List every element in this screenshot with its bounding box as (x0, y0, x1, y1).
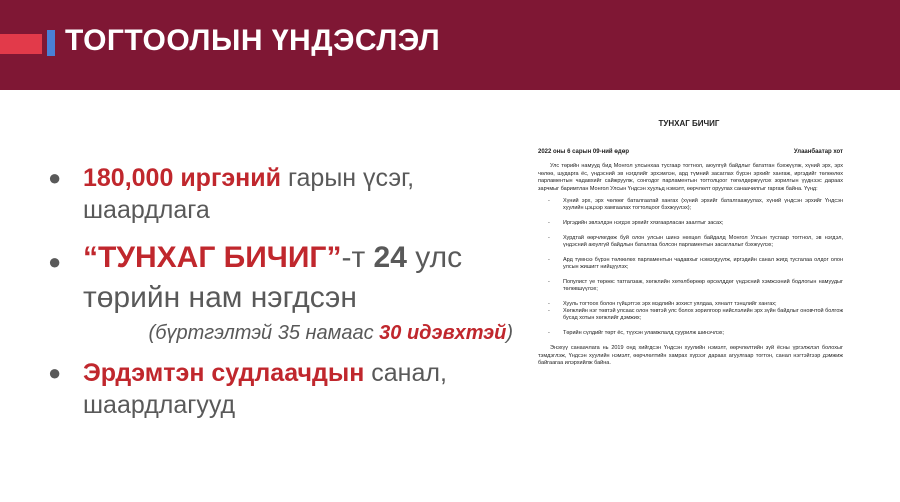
document-item: - Хурдтай өөрчлөгдөж буй олон улсын шинэ нөхцөл байдалд Монгол Улсын тусгаар тогтнол, эв нэгдэл, үндэсний аюулгүй байдлын баталгаа болсон парламентын засаглалыг бэхжүүлэх; (538, 235, 843, 249)
signatures-highlight: 180,000 иргэний (83, 164, 282, 192)
document-item: - Хөгжлийн нэг төвтэй улсаас олон төвтэй улс болох зорилгоор нийслэлийн эрх зүйн байдлыг оновчтой болгож бусад хотын хөгжлийг дэмжих; (538, 308, 843, 322)
document-items (538, 198, 843, 337)
declaration-document (528, 106, 850, 474)
document-item: - Ард түмнээ бүрэн төлөөлөх парламентын чадавхыг нэмэгдүүлж, иргэдийн санал жигд тусгалаа олдог олон улсын жишигт нийцүүлэх; (538, 257, 843, 271)
note-suffix: ) (506, 322, 513, 344)
document-item: - Хууль тогтоох болон гүйцэтгэх эрх мэдлийн зохист уялдаа, хяналт тэнцлийг хангах; (538, 301, 843, 308)
document-place: Улаанбаатар хот (793, 149, 843, 155)
bullet-item-researchers (45, 357, 515, 421)
document-item: - Популист үе төрөөс татгалзаж, хөгжлийн хөтөлбөрөөр өрсөлддөг үндэсний хэмжээний бодлогын намуудыг төлөвшүүлэх; (538, 279, 843, 293)
header-bar (0, 0, 900, 90)
document-item: - Иргэдийн эвлэлдэн нэгдэх эрхийг хязгаарласан заалтыг засах; (538, 220, 843, 227)
bullet-item-signatures (45, 162, 515, 226)
bullet-item-declaration (45, 238, 515, 318)
researchers-text: санал, шаардлагууд (83, 359, 447, 419)
declaration-mid: -т (341, 241, 374, 274)
document-item: - Хүний эрх, эрх чөлөөг баталгаатай хангах (хүний эрхийг баталгаажуулах, хүний үндсэн эрхийг Үндсэн хуулийн цэцээр хамгаалах тогтолцоог бэхжүүлэх); (538, 198, 843, 212)
bullet-dot-icon: ● (48, 360, 62, 385)
document-item: - Төрийн сүлдийг төрт ёс, түүхэн уламжлалд суурилж шинэчлэх; (538, 330, 843, 337)
note-highlight: 30 идэвхтэй (379, 322, 507, 344)
bullet-dot-icon: ● (48, 249, 62, 274)
declaration-text: улс төрийн нам нэгдсэн (83, 241, 463, 314)
accent-blue-bar (47, 30, 55, 56)
researchers-highlight: Эрдэмтэн судлаачдын (83, 359, 365, 387)
note-prefix: (бүртгэлтэй 35 намаас (148, 322, 380, 344)
document-date: 2022 оны 6 сарын 09-ний өдөр (538, 149, 630, 155)
document-title: ТУНХАГ БИЧИГ (658, 119, 720, 128)
parties-count: 24 (373, 241, 407, 274)
parties-note (45, 322, 515, 345)
accent-red-bar (0, 34, 42, 54)
declaration-highlight: “ТУНХАГ БИЧИГ” (83, 241, 342, 274)
bullet-list (45, 162, 515, 421)
document-dateline (538, 149, 843, 155)
document-closing: Энэхүү санаачлага нь 2019 онд хийгдсэн Үндсэн хуулийн нэмэлт, өөрчлөлтийн зүй ёсны үргэлжлэл болохыг тэмдэглэж, Үндсэн хуулийн нэмэлт, өөрчлөлтийн хамрах хүрээг дараах агуулгаар тогтон, санал нэгтэйгээр дэмжиж байгаагаа илэрхийлж байна. (538, 345, 843, 366)
signatures-text: гарын үсэг, шаардлага (83, 164, 415, 224)
slide-title: ТОГТООЛЫН ҮНДЭСЛЭЛ (65, 24, 441, 57)
document-intro: Улс төрийн намууд бид Монгол улсынхаа тусгаар тогтнол, аюулгүй байдлыг бататган бэхжүүлж, хүний эрх, эрх чөлөө, шударга ёс, үндэсний эв нэгдлийг эрхэмлэн, ард түмний засаглах бүрэн эрхийг хангаж, иргэдийг төлөөлөх парламентын чадавхийг сайжруулж, сонгодог парламентын тогтолцоог төгөлдөржүүлэх зорилгын үүднээс дараах зарчмыг баримтлан Монгол Улсын Үндсэн хуульд нэмэлт, өөрчлөлт оруулах санаачилгыг гаргаж байна. Үүнд: (538, 163, 843, 192)
bullet-dot-icon: ● (48, 165, 62, 190)
